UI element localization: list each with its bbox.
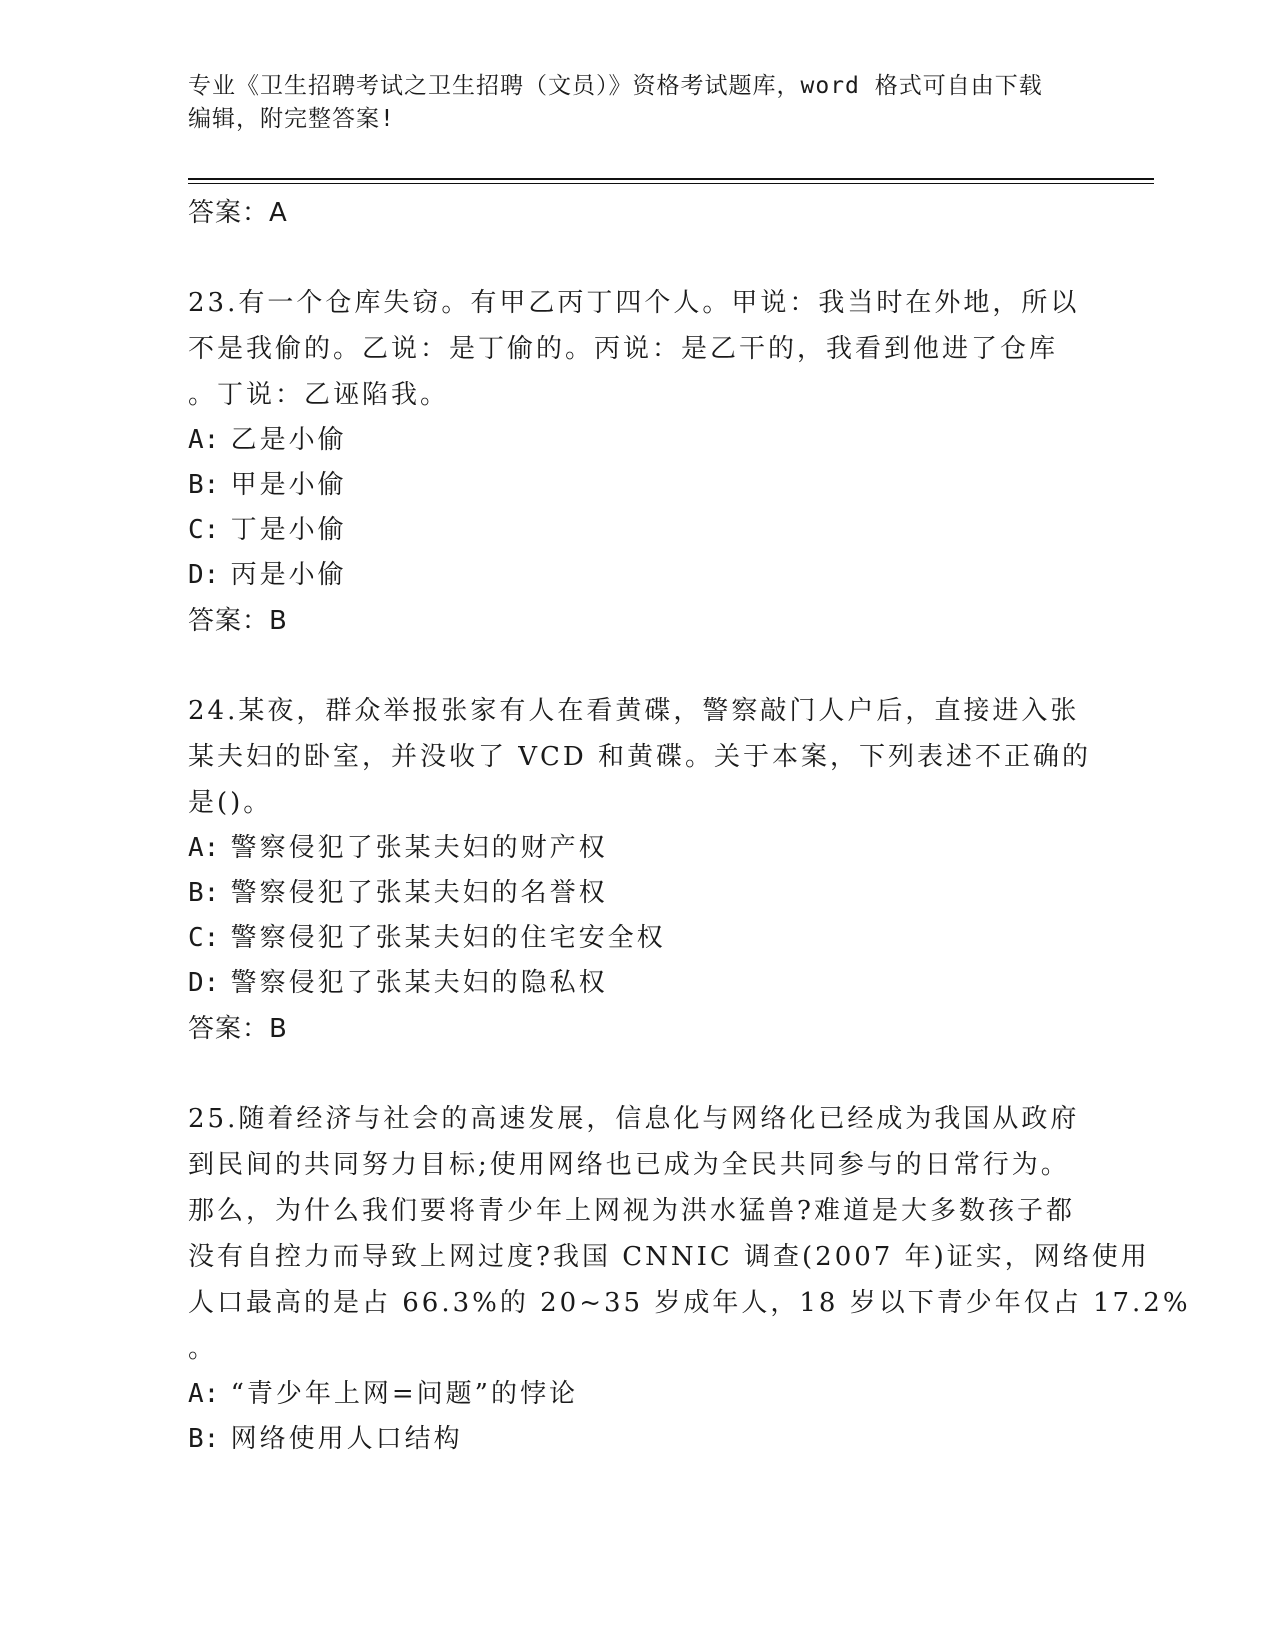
question-stem — [188, 1096, 1191, 1372]
option-b — [188, 871, 1088, 916]
option-text: 丁是小偷 — [230, 515, 347, 545]
option-letter: A: — [188, 1379, 220, 1409]
option-letter: C: — [188, 923, 220, 953]
option-d — [188, 553, 1088, 598]
stem-line: 不是我偷的。乙说：是丁偷的。丙说：是乙干的，我看到他进了仓库 — [188, 334, 1059, 364]
option-text: 乙是小偷 — [230, 425, 347, 455]
question-stem — [188, 280, 1088, 418]
option-text: “青少年上网=问题”的悖论 — [230, 1379, 578, 1409]
option-b — [188, 463, 1088, 508]
option-text: 网络使用人口结构 — [230, 1424, 463, 1454]
option-letter: D: — [188, 560, 220, 590]
option-letter: B: — [188, 878, 220, 908]
stem-line: 是()。 — [188, 788, 273, 818]
option-letter: C: — [188, 515, 220, 545]
option-text: 警察侵犯了张某夫妇的财产权 — [230, 833, 608, 863]
option-letter: D: — [188, 968, 220, 998]
stem-line: 那么，为什么我们要将青少年上网视为洪水猛兽?难道是大多数孩子都 — [188, 1196, 1075, 1226]
option-text: 甲是小偷 — [230, 470, 347, 500]
option-letter: A: — [188, 425, 220, 455]
stem-line: 。 — [188, 1334, 218, 1364]
option-letter: B: — [188, 470, 220, 500]
option-b — [188, 1417, 1088, 1462]
option-a — [188, 826, 1088, 871]
option-letter: B: — [188, 1424, 220, 1454]
option-text: 警察侵犯了张某夫妇的名誉权 — [230, 878, 608, 908]
question-25 — [188, 1096, 1191, 1462]
option-c — [188, 508, 1088, 553]
stem-line: 某夫妇的卧室，并没收了 VCD 和黄碟。关于本案，下列表述不正确的 — [188, 742, 1092, 772]
document-body — [188, 190, 1191, 1462]
document-header — [188, 70, 1088, 136]
option-text: 警察侵犯了张某夫妇的隐私权 — [230, 968, 608, 998]
stem-line: 人口最高的是占 66.3%的 20~35 岁成年人，18 岁以下青少年仅占 17.2% — [188, 1288, 1191, 1318]
option-a — [188, 418, 1088, 463]
header-rule-thin — [188, 183, 1154, 184]
option-d — [188, 961, 1088, 1006]
stem-line: 25.随着经济与社会的高速发展，信息化与网络化已经成为我国从政府 — [188, 1104, 1080, 1134]
header-rule-thick — [188, 178, 1154, 180]
stem-line: 24.某夜，群众举报张家有人在看黄碟，警察敲门人户后，直接进入张 — [188, 696, 1080, 726]
header-line-1: 专业《卫生招聘考试之卫生招聘（文员）》资格考试题库，word 格式可自由下载 — [188, 73, 1043, 99]
stem-line: 。丁说：乙诬陷我。 — [188, 380, 450, 410]
answer-24: 答案：B — [188, 1014, 288, 1044]
header-line-2: 编辑，附完整答案! — [188, 106, 395, 132]
question-stem — [188, 688, 1092, 826]
option-c — [188, 916, 1088, 961]
option-letter: A: — [188, 833, 220, 863]
answer-23: 答案：B — [188, 606, 288, 636]
option-text: 丙是小偷 — [230, 560, 347, 590]
stem-line: 没有自控力而导致上网过度?我国 CNNIC 调查(2007 年)证实，网络使用 — [188, 1242, 1150, 1272]
option-text: 警察侵犯了张某夫妇的住宅安全权 — [230, 923, 666, 953]
question-24 — [188, 688, 1092, 1052]
question-23 — [188, 280, 1088, 644]
stem-line: 23.有一个仓库失窃。有甲乙丙丁四个人。甲说：我当时在外地，所以 — [188, 288, 1080, 318]
option-a — [188, 1372, 1088, 1417]
stem-line: 到民间的共同努力目标;使用网络也已成为全民共同参与的日常行为。 — [188, 1150, 1070, 1180]
answer-previous: 答案：A — [188, 198, 288, 228]
